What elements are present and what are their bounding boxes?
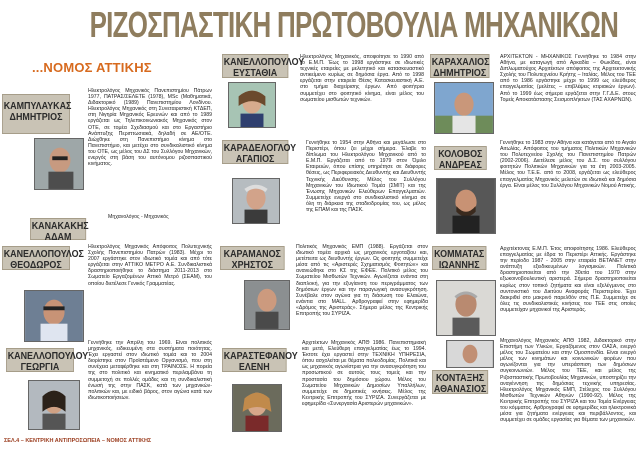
candidate-name: ΚΑΝΑΚΑΚΗΣ ΑΔΑΜ <box>31 220 89 243</box>
candidate-name: ΚΑΝΕΛΛΟΠΟΥΛΟΣ ΘΕΟΔΩΡΟΣ <box>3 248 84 271</box>
candidate-bio: Αρχιτέκτονας Ε.Μ.Π. Έτος αποφοίτησης 1986. Ελεύθερος επαγγελματίας με έδρα το Περιστέρι Αττικής. Εργάστηκε την περίοδο 1987 - 2005 στην εταιρεία ΒΕΤΑΝΕΤ στην ανάπτυξη εξειδικευμένων λογισμικών. Πολιτικά δραστηριοποιείται από την 30ετία του 1970 στην εξωκοινοβουλευτική αριστερά. Σήμερα δραστηριοποιείται κυρίως στον τοπικό ζητήματα και είναι εξελέγμενος στο συντονιστικό του Δικτύου Αναφοράς Περιστερίου. Έχει διακριθεί στο μακρινό παρελθόν στις Π.Ε. Συμμετείχε σε όλες τις συνδικαλιστικές κινήσεις του ΤΕΕ στις οποίες συμμετείχαν μηχανικοί της Αριστεράς. <box>500 246 636 313</box>
masthead <box>0 0 640 58</box>
candidate-bio: Γεννήθηκε την Απρίλη του 1969. Είναι πολιτικός μηχανικός, ειδικευμένη στα συστήματα ποιότητας. Έχει εργαστεί στον ιδιωτικό τομέα και το 2004 διορίστηκε στον Προϊστάμενο Οργανισμό, που στη συνέχεια μεταφέρθηκε και στη ΤΡΑΙΝΟΣΕ. Η πορεία της στο πολιτικό και κινηματικό περιλαμβάνει τη συμμετοχή σε πολλές ομάδες και τη συνδικαλιστική ένωσή της στην ΠΑΣΚ, κατά των μηχανικών-πολιτικών και, με ειδικό βάρος, στον αγώνα κατά των ιδιωτικοποιήσεων. <box>88 340 212 401</box>
portrait-photo <box>436 178 496 234</box>
candidate-bio: Ηλεκτρολόγος Μηχανικός Πανεπιστημίου Πάτρων 1977, ΠΑΤΡΑΣ/ΣΕΛΕΤΕ (1978), MSc (Μαθηματικά, Διδακτορικό (1989) Πανεπιστημίου Λονδίνου. Ηλεκτρολόγος Μηχανικός στη Συνεταιριστική ΚΤΔΕΠ, στη Νιγηρία Μηχανικός Ερευνών και από το 1989 εργάζεται ως Τηλεπικοινωνιακός Μηχανικός στον ΟΤΕ, σε τομέα Σχεδιασμού και στο Εργαστήριο Ανάπτυξης Περιπτωσιακά, δηλαδή σε ΑΕ/ΟΤΕ. Διώχθηκε στη Πανεπιστήμιο κίνημα στο Πανεπιστήμιο, και μετέχει στο συνδικαλιστικό κίνημα του ΟΤΕ, ως μέλος του ΔΣ του Συλλόγου Μηχανικών, ενεργός στη βάση του αυτόνομου ριζοσπαστικού κινήματος. <box>88 88 212 168</box>
portrait-photo <box>34 138 84 190</box>
candidate-name: ΚΑΡΑΔΕΛΟΓΛΟΥ ΑΓΑΠΙΟΣ <box>223 142 297 165</box>
candidate-name: ΚΑΝΕΛΛΟΠΟΥΛΟΥ ΓΕΩΡΓΙΑ <box>7 350 89 373</box>
candidate-bio: ΑΡΧΙΤΕΚΤΩΝ - ΜΗΧΑΝΙΚΟΣ Γεννήθηκε το 1984 στην Αθήνα, με καταγωγή από Αρκαδία – Φωκίδας, είναι Διπλωματούχος Αρχιτέκτων απόφοιτος της Αρχιτεκτονικής Σχολής του Πολυτεχνείου Κρήτης – Ιταλίας. Μέλος του ΤΕΕ από το 1986 εργάστηκε μέχρι το 1999 ως ελεύθερος επαγγελματίας (μελέτες – επιβλέψεις κτιριακών έργων). Από το 1999 έως σήμερα εργάζεται στην Γ.Γ.Δ.Ε. στους Τομείς Αποκατάστασης Σεισμοπλήκτων (ΤΑΣ ΑΧΑΡΝΩΝ). <box>500 54 636 103</box>
candidate-name: ΚΟΜΜΑΤΑΣ ΙΩΑΝΝΗΣ <box>432 246 486 270</box>
page-footer: ΣΕΛ.4 – ΚΕΝΤΡΙΚΗ ΑΝΤΙΠΡΟΣΩΠΕΙΑ – ΝΟΜΟΣ ΑΤΤΙΚΗΣ <box>4 438 152 444</box>
candidate-bio: Γεννήθηκε το 1954 στην Αθήνα και μεγάλωσε στο Περιστέρι, όπου ζει μέχρι σήμερα. Έλαβε το δίπλωμα του Ηλεκτρολόγου Μηχανικού από το Ε.Μ.Π. Εργάζεται από το 1979 στον Όμιλο Εταιρειών, όπου επίσης υπηρέτησε σε διάφορες θέσεις, ως Περιφερειακός Διευθυντής και Διευθυντής Τεχνικής Διεύθυνσης. Μέλος του Συλλόγου Μηχανικών του Ιδιωτικού Τομέα (ΣΜΙΤ) και της Ένωσης Μηχανικών Ελεύθερων Επαγγελματιών. Συμμετείχε ενεργά στο συνδικαλιστικό κίνημα σε όλη τη διάρκεια της σταδιοδρομίας του, ως μέλος της ΕΠΑΜ και της ΠΑΣΚ. <box>306 140 426 214</box>
portrait-photo <box>436 280 496 336</box>
candidate-name: ΚΟΝΤΑΞΗΣ ΑΘΑΝΑΣΙΟΣ <box>433 372 487 395</box>
candidate-bio: Πολιτικός Μηχανικός ΕΜΠ (1988). Εργάζεται στον ιδιωτικό τομέα αρχικά ως μηχανικός εργοταξίου και, μετέπειτα ως διευθυντής έργων. Ως φοιτητής συμμετείχε μέσα από τις «Αριστερές Σχηματισμός Φοιτητών» και ανανεώθηκε στο ΚΣ της ΕΦΕΕ. Πολιτικό μέλος του Σωματείου Μισθωτών Τεχνικών. Αγωνίζεται ενάντια στη διαπλοκή, για την εξυγίανση του περιγράμματος των δημόσιων έργων και την παραγωγική ανασυγκρότηση. Συνέβαλε στον αγώνα για τη διάσωση του Ελαιώνα, ενάντια στο MALL. Αρθρογραφεί στην εφημερίδα «Δρόμος της Αριστεράς». Σήμερα μέλος της Κεντρικής Επιτροπής του ΣΥΡΙΖΑ. <box>296 244 428 318</box>
candidate-bio: Αρχιτέκτων Μηχανικός ΑΠΘ 1986. Πανεπιστημιακή και μετά, Ελεύθερη επαγγελματίας έως το 1994. Έκτοτε έχει εργαστεί στην ΤΕΧΝΙΚΗ ΥΠΗΡΕΣΙΑ, όπου ασχολείται με θέματα πολεοδομίας. Πολιτικά και ως μηχανικός αγωνίστρια για την ανασυγκρότηση του προσωπικού σε αυτούς τους τομείς και την προστασία του δημόσιου χώρου. Μέλος του Σωματείου Μηχανικών Δημοσίων Υπαλλήλων, συμμετείχε σε δημοτικές κινήσεις. Μέλος της Κεντρικής Επιτροπής του ΣΥΡΙΖΑ. Συνεργάζεται με εφημερίδα «Συνεργασία Αριστερών μηχανικών». <box>302 340 426 407</box>
candidate-bio: Ηλεκτρολόγος Μηχανικός Απόφοιτος Πολυτεχνικής Σχολής Πανεπιστημίου Πατρών (1983). Μέχρι το 2007 εργάστηκε στον ιδιωτικό τομέα και από τότε εργάζεται στην ΑΤΤΙΚΟ ΜΕΤΡΟ Α.Ε. Συνδικαλιστικά δραστηριοποιήθηκε το διάστημα 2011-2013 στο Σωματείο Εργαζομένων Αττικό Μετρό (ΣΕΑΜ), του οποίου διετέλεσε Γενικός Γραμματέας. <box>88 244 212 287</box>
portrait-photo <box>28 380 80 430</box>
portrait-photo <box>228 82 276 128</box>
portrait-photo <box>446 340 494 368</box>
candidate-name: ΚΟΛΟΒΟΣ ΑΝΔΡΕΑΣ <box>434 146 487 170</box>
section-title: ...ΝΟΜΟΣ ΑΤΤΙΚΗΣ <box>32 60 152 75</box>
candidate-name: ΚΑΡΑΣΤΕΦΑΝΟΥ ΕΛΕΝΗ <box>223 350 298 373</box>
candidate-bio: Ηλεκτρολόγος Μηχανικός, αποφοίτησε το 1990 από το Ε.Μ.Π. Έως το 1998 εργάστηκε σε ιδιωτικές τεχνικές εταιρείες με μελετητικό και κατασκευαστικό αντικείμενο κυρίως σε δημόσια έργα. Από το 1998 εργάζεται στην εταιρεία Θέσις Κατασκευαστική Α.Ε. στο τμήμα διαχείρισης έργων. Από φοιτήτρια συμμετέχει στο φοιτητικό κίνημα, είναι μέλος του σωματείου μισθωτών τεχνικών. <box>300 54 424 103</box>
candidate-bio: Μηχανολόγος - Μηχανικός <box>108 214 169 220</box>
candidate-name: ΚΑΡΑΜΑΝΟΣ ΧΡΗΣΤΟΣ <box>220 246 285 270</box>
candidate-name: ΚΑΡΑΧΑΛΙΟΣ ΔΗΜΗΤΡΙΟΣ <box>431 56 490 79</box>
candidate-name: ΚΑΜΠΥΛΑΥΚΑΣ ΔΗΜΗΤΡΙΟΣ <box>2 94 70 134</box>
candidate-name: ΚΑΝΕΛΛΟΠΟΥΛΟΥ ΕΥΣΤΑΘΙΑ <box>223 56 305 79</box>
page-title: ΡΙΖΟΣΠΑΣΤΙΚΗ ΠΡΩΤΟΒΟΥΛΙΑ ΜΗΧΑΝΙΚΩΝ <box>89 4 619 45</box>
candidate-bio: Γεννήθηκε το 1983 στην Αθήνα και κατάγεται από το Αιγαίο Αιτωλίας. Απόφοιτος του τμήματος Πολιτικών Μηχανικών του Πολυτεχνείου Σχολής του Πανεπιστημίου Πατρών (2002-2006). Διετέλεσε μέλος του Δ.Σ. του συλλόγου φοιτητών Πολιτικών Μηχανικών για τα έτη 2003-2005. Μέλος του Τ.Ε.Ε. από το 2008, εργάζεται ως ελεύθερος επαγγελματίας Μηχανικός μελετών σε ιδιωτικά και δημόσια έργα. Είναι μέλος του Συλλόγου Μηχανικών Νομού Αττικής. <box>500 140 636 189</box>
portrait-photo <box>232 178 280 224</box>
portrait-photo <box>232 384 282 432</box>
portrait-photo <box>434 82 494 134</box>
candidate-bio: Μηχανολόγος Μηχανικός ΑΠΘ 1982, Διδακτορικό στην Επιστήμη των Υλικών, Εργαζόμενος στον ΟΑΣΑ, ενεργό μέλος του Σωματείου και στην Ομοσπονδία. Είναι ενεργό μέλος των κινημάτων και κοινωνικών φορέων που αγωνίζονται για την υπεράσπιση των δημόσιων συγκοινωνιών. Μέλος του ΤΕΕ, και μέλος της Ριζοσπαστικής Πρωτοβουλίας Μηχανικών, υποστηρίζει την αναγέννηση της δημόσιας τεχνικής υπηρεσίας. Ηλεκτρολόγος Μηχανικός ΕΜΠ, Στέλεχος του Συλλόγου Μισθωτών Τεχνικών Αθηνών (1990-92). Μέλος της Κεντρικής Επιτροπής του ΣΥΡΙΖΑ και του Τομέα Ενέργειας του κόμματος. Αρθρογραφεί σε εφημερίδες και ηλεκτρονικά μέσα για ζητήματα ενέργειας και περιβάλλοντος, και συμμετέχει σε ομάδες εργασίας για θέματα των μηχανικών. <box>500 338 636 424</box>
portrait-photo <box>244 280 290 330</box>
portrait-photo <box>24 290 84 342</box>
